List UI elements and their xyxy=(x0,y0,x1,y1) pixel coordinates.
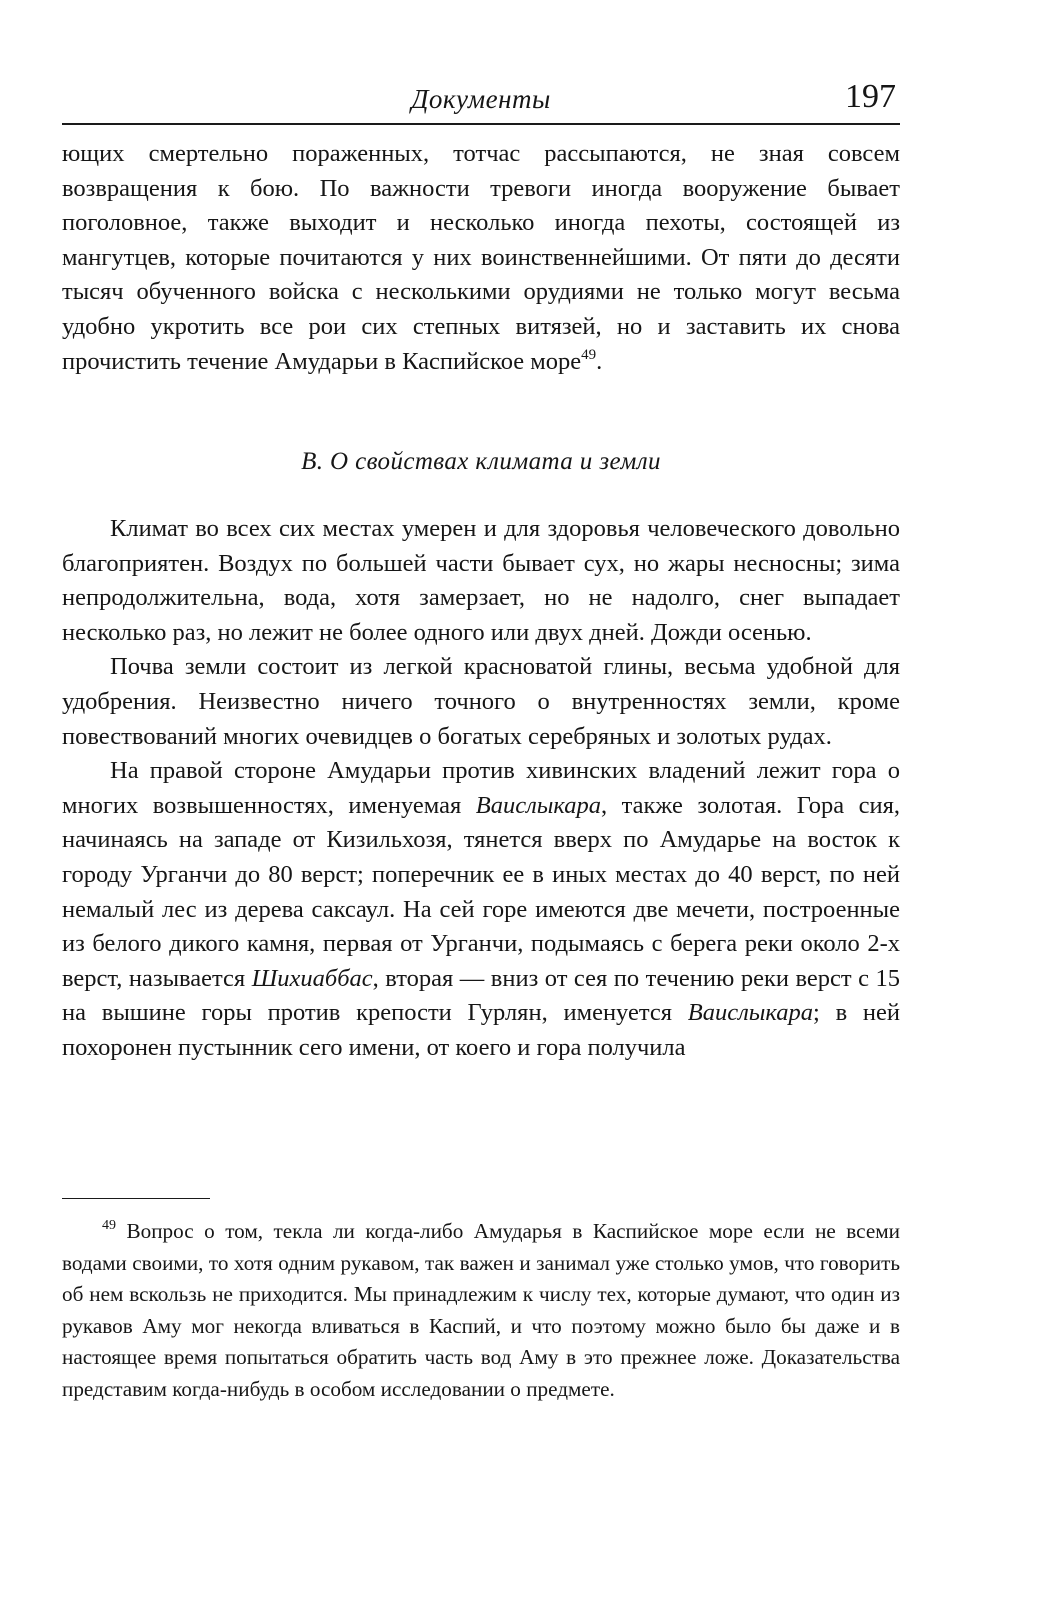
footnote-text: Вопрос о том, текла ли когда-либо Амударья в Каспийское море если не всеми водами своими, то хотя одним рукавом, так важен и занимал уже столько умов, что говорить об нем вскользь не приходится. Мы принадлежим к числу тех, которые думают, что один из рукавов Аму мог некогда вливаться в Каспий, и что поэтому можно было бы даже и в настоящее время попытаться обратить часть вод Аму в это прежнее ложе. Доказательства представим когда-нибудь в особом исследовании о предмете. xyxy=(62,1219,900,1401)
mountain-paragraph xyxy=(62,754,900,1065)
continuation-text xyxy=(62,137,900,379)
climate-paragraph: Климат во всех сих местах умерен и для здоровья человеческого довольно благоприятен. Воздух по большей части бывает сух, но жары несносны; зима непродолжительна, вода, хотя замерзает, но не надолго, снег выпадает несколько раз, но лежит не более одного или двух дней. Дожди осенью. xyxy=(62,515,900,646)
mountain-text-part1: На правой стороне Амударьи против хивинских владений лежит гора о многих возвышенностях, именуемая xyxy=(62,757,900,819)
running-header xyxy=(62,80,900,126)
footnote-49 xyxy=(62,1216,900,1406)
soil-paragraph: Почва земли состоит из легкой красноватой глины, весьма удобной для удобрения. Неизвестно ничего точного о внутренностях земли, кроме повествований многих очевидцев о богатых серебряных и золотых рудах. xyxy=(62,653,900,750)
continuation-paragraph xyxy=(62,137,900,379)
footnote-paragraph xyxy=(62,1216,900,1406)
mountain-text-part4: ; в ней похоронен пустынник сего имени, от коего и гора получила xyxy=(62,999,900,1061)
place-name-vaislykara-2: Ваислыкара xyxy=(687,999,813,1027)
footnote-number: 49 xyxy=(102,1218,116,1233)
section-heading: В. О свойствах климата и земли xyxy=(301,448,661,475)
page-number: 197 xyxy=(845,78,896,115)
mountain-text-part3: , вторая — вниз от сея по течению реки верст с 15 на вышине горы против крепости Гурлян, именуется xyxy=(62,964,900,1027)
section-body xyxy=(62,512,900,1066)
continuation-text-end: . xyxy=(596,347,603,375)
header-rule xyxy=(62,123,900,125)
mountain-text-part2: , также золотая. Гора сия, начинаясь на западе от Кизильхозя, тянется вверх по Амударье на восток к городу Урганчи до 80 верст; поперечник ее в иных местах до 40 верст, по ней немалый лес из дерева саксаул. На сей горе имеются две мечети, построенные из белого дикого камня, первая от Урганчи, подымаясь с берега реки около 2-х верст, называется xyxy=(62,791,900,992)
running-head-title: Документы xyxy=(411,84,551,114)
place-name-vaislykara: Ваислыкара xyxy=(475,791,601,819)
book-page xyxy=(62,0,900,1600)
footnote-rule xyxy=(62,1198,210,1199)
place-name-shikhiabbas: Шихиаббас xyxy=(251,964,373,992)
footnote-ref-49[interactable]: 49 xyxy=(581,346,597,363)
continuation-text-part1: ющих смертельно пораженных, тотчас рассыпаются, не зная совсем возвращения к бою. По важности тревоги иногда вооружение бывает поголовное, также выходит и несколько иногда пехоты, состоящей из мангутцев, которые почитаются у них воинственнейшими. От пяти до десяти тысяч обученного войска с несколькими орудиями не только могут весьма удобно укротить все рои сих степных витязей, но и заставить их снова прочистить течение Амударьи в Каспийское море xyxy=(62,140,900,375)
